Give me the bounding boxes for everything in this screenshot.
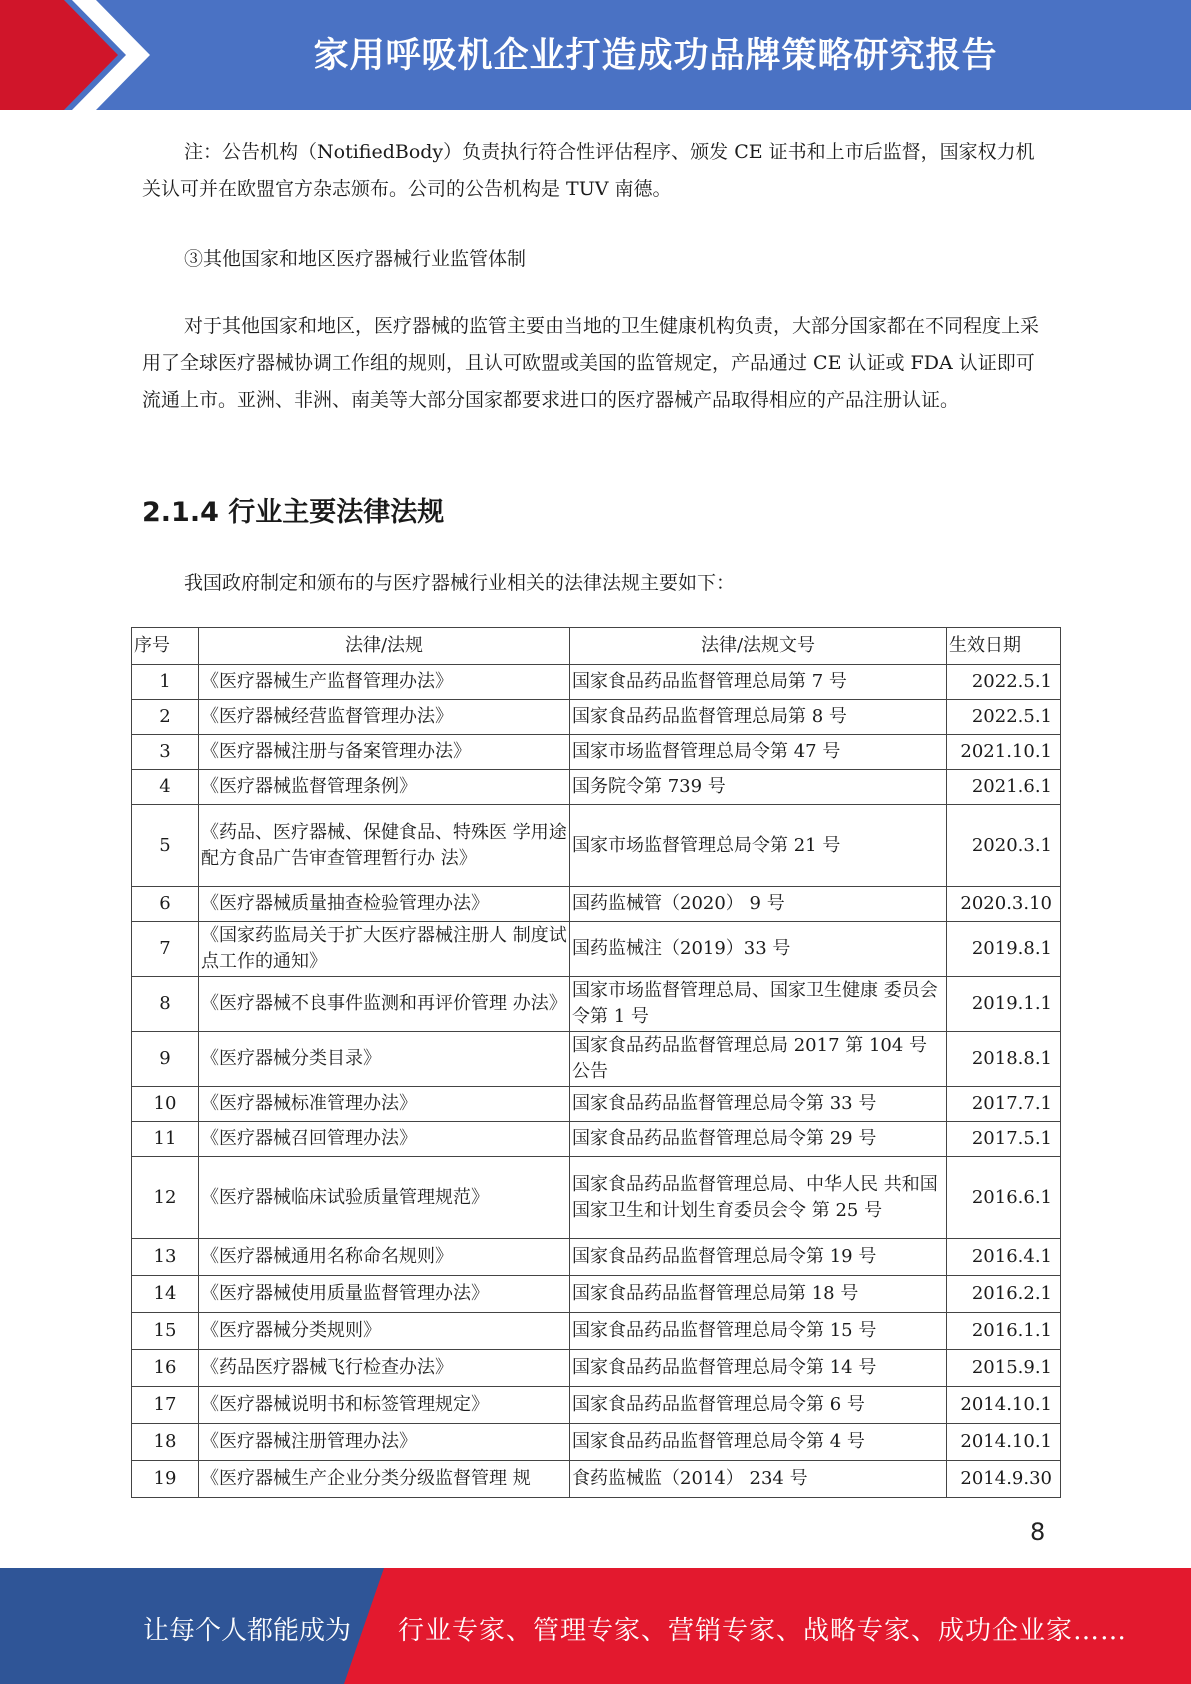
- table-row: [132, 1087, 1061, 1122]
- row-no: 13: [132, 1239, 199, 1276]
- body-paragraph: 对于其他国家和地区，医疗器械的监管主要由当地的卫生健康机构负责，大部分国家都在不同程度上采用了全球医疗器械协调工作组的规则，且认可欧盟或美国的监管规定，产品通过 CE 认证或 FDA 认证即可流通上市。亚洲、非洲、南美等大部分国家都要求进口的医疗器械产品取得相应的产品注册认证。: [142, 315, 1040, 411]
- row-law-name: 《医疗器械标准管理办法》: [199, 1087, 570, 1122]
- row-effective-date: 2020.3.1: [947, 805, 1061, 887]
- row-no: 1: [132, 665, 199, 700]
- row-law-name: 《国家药监局关于扩大医疗器械注册人 制度试点工作的通知》: [199, 922, 570, 977]
- table-row: [132, 770, 1061, 805]
- page-header: [0, 0, 1191, 110]
- row-law-name: 《医疗器械经营监督管理办法》: [199, 700, 570, 735]
- header-name: 法律/法规: [199, 628, 570, 665]
- law-table: [131, 627, 1061, 1498]
- table-row: [132, 1424, 1061, 1461]
- row-no: 7: [132, 922, 199, 977]
- row-doc-number: 国家食品药品监督管理总局令第 19 号: [570, 1239, 947, 1276]
- row-no: 19: [132, 1461, 199, 1498]
- row-doc-number: 国家食品药品监督管理总局令第 33 号: [570, 1087, 947, 1122]
- row-effective-date: 2014.10.1: [947, 1424, 1061, 1461]
- table-row: [132, 1350, 1061, 1387]
- row-doc-number: 国家食品药品监督管理总局、中华人民 共和国国家卫生和计划生育委员会令 第 25 号: [570, 1157, 947, 1239]
- footer-slogan-right: 行业专家、管理专家、营销专家、战略专家、成功企业家……: [398, 1616, 1128, 1646]
- table-row: [132, 735, 1061, 770]
- row-no: 8: [132, 977, 199, 1032]
- table-row: [132, 1239, 1061, 1276]
- row-no: 3: [132, 735, 199, 770]
- table-row: [132, 1387, 1061, 1424]
- table-row: [132, 700, 1061, 735]
- row-doc-number: 国家食品药品监督管理总局令第 14 号: [570, 1350, 947, 1387]
- row-law-name: 《医疗器械注册与备案管理办法》: [199, 735, 570, 770]
- row-doc-number: 国家食品药品监督管理总局第 8 号: [570, 700, 947, 735]
- row-law-name: 《医疗器械不良事件监测和再评价管理 办法》: [199, 977, 570, 1032]
- row-effective-date: 2017.7.1: [947, 1087, 1061, 1122]
- row-doc-number: 国药监械管（2020） 9 号: [570, 887, 947, 922]
- row-law-name: 《医疗器械通用名称命名规则》: [199, 1239, 570, 1276]
- table-row: [132, 1122, 1061, 1157]
- row-no: 17: [132, 1387, 199, 1424]
- row-effective-date: 2019.8.1: [947, 922, 1061, 977]
- row-doc-number: 国家市场监督管理总局令第 21 号: [570, 805, 947, 887]
- row-effective-date: 2021.10.1: [947, 735, 1061, 770]
- row-effective-date: 2021.6.1: [947, 770, 1061, 805]
- row-doc-number: 国务院令第 739 号: [570, 770, 947, 805]
- row-no: 15: [132, 1313, 199, 1350]
- table-row: [132, 805, 1061, 887]
- row-law-name: 《医疗器械分类规则》: [199, 1313, 570, 1350]
- row-law-name: 《医疗器械说明书和标签管理规定》: [199, 1387, 570, 1424]
- table-header-row: [132, 628, 1061, 665]
- row-law-name: 《医疗器械使用质量监督管理办法》: [199, 1276, 570, 1313]
- table-body: [132, 665, 1061, 1498]
- table-row: [132, 977, 1061, 1032]
- row-no: 11: [132, 1122, 199, 1157]
- footer-slogan-left: 让每个人都能成为: [143, 1616, 352, 1646]
- row-effective-date: 2015.9.1: [947, 1350, 1061, 1387]
- table-row: [132, 1157, 1061, 1239]
- row-no: 10: [132, 1087, 199, 1122]
- table-row: [132, 1032, 1061, 1087]
- row-law-name: 《医疗器械临床试验质量管理规范》: [199, 1157, 570, 1239]
- row-doc-number: 国家市场监督管理总局令第 47 号: [570, 735, 947, 770]
- row-effective-date: 2016.2.1: [947, 1276, 1061, 1313]
- note-paragraph: 注：公告机构（NotifiedBody）负责执行符合性评估程序、颁发 CE 证书和上市后监督，国家权力机关认可并在欧盟官方杂志颁布。公司的公告机构是 TUV 南德。: [142, 141, 1035, 200]
- report-title: 家用呼吸机企业打造成功品牌策略研究报告: [313, 36, 998, 76]
- header-date: 生效日期: [947, 628, 1061, 665]
- row-no: 18: [132, 1424, 199, 1461]
- row-doc-number: 国家食品药品监督管理总局 2017 第 104 号公告: [570, 1032, 947, 1087]
- row-effective-date: 2022.5.1: [947, 665, 1061, 700]
- row-effective-date: 2018.8.1: [947, 1032, 1061, 1087]
- row-law-name: 《医疗器械质量抽查检验管理办法》: [199, 887, 570, 922]
- row-effective-date: 2019.1.1: [947, 977, 1061, 1032]
- row-effective-date: 2016.6.1: [947, 1157, 1061, 1239]
- row-no: 4: [132, 770, 199, 805]
- row-no: 12: [132, 1157, 199, 1239]
- row-effective-date: 2014.10.1: [947, 1387, 1061, 1424]
- row-law-name: 《医疗器械召回管理办法》: [199, 1122, 570, 1157]
- row-doc-number: 国家市场监督管理总局、国家卫生健康 委员会令第 1 号: [570, 977, 947, 1032]
- table-row: [132, 665, 1061, 700]
- row-law-name: 《药品、医疗器械、保健食品、特殊医 学用途配方食品广告审查管理暂行办 法》: [199, 805, 570, 887]
- row-law-name: 《医疗器械注册管理办法》: [199, 1424, 570, 1461]
- row-doc-number: 国家食品药品监督管理总局第 18 号: [570, 1276, 947, 1313]
- table-row: [132, 1313, 1061, 1350]
- row-no: 14: [132, 1276, 199, 1313]
- table-row: [132, 887, 1061, 922]
- row-doc-number: 国家食品药品监督管理总局令第 29 号: [570, 1122, 947, 1157]
- table-row: [132, 1461, 1061, 1498]
- row-doc-number: 国家食品药品监督管理总局第 7 号: [570, 665, 947, 700]
- row-effective-date: 2017.5.1: [947, 1122, 1061, 1157]
- intro-paragraph: 我国政府制定和颁布的与医疗器械行业相关的法律法规主要如下：: [184, 572, 736, 594]
- row-doc-number: 国家食品药品监督管理总局令第 6 号: [570, 1387, 947, 1424]
- subsection-title: ③其他国家和地区医疗器械行业监管体制: [184, 248, 527, 270]
- row-law-name: 《药品医疗器械飞行检查办法》: [199, 1350, 570, 1387]
- row-effective-date: 2016.4.1: [947, 1239, 1061, 1276]
- section-heading: 2.1.4 行业主要法律法规: [142, 497, 445, 528]
- row-doc-number: 国家食品药品监督管理总局令第 4 号: [570, 1424, 947, 1461]
- row-no: 16: [132, 1350, 199, 1387]
- header-no: 序号: [132, 628, 199, 665]
- row-law-name: 《医疗器械生产企业分类分级监督管理 规: [199, 1461, 570, 1498]
- row-effective-date: 2016.1.1: [947, 1313, 1061, 1350]
- page-number: 8: [1030, 1518, 1046, 1546]
- row-no: 6: [132, 887, 199, 922]
- row-no: 2: [132, 700, 199, 735]
- row-law-name: 《医疗器械生产监督管理办法》: [199, 665, 570, 700]
- table-row: [132, 922, 1061, 977]
- header-doc: 法律/法规文号: [570, 628, 947, 665]
- row-doc-number: 国药监械注（2019）33 号: [570, 922, 947, 977]
- row-no: 5: [132, 805, 199, 887]
- row-effective-date: 2020.3.10: [947, 887, 1061, 922]
- row-effective-date: 2014.9.30: [947, 1461, 1061, 1498]
- row-doc-number: 食药监械监（2014） 234 号: [570, 1461, 947, 1498]
- row-no: 9: [132, 1032, 199, 1087]
- row-law-name: 《医疗器械监督管理条例》: [199, 770, 570, 805]
- row-doc-number: 国家食品药品监督管理总局令第 15 号: [570, 1313, 947, 1350]
- row-effective-date: 2022.5.1: [947, 700, 1061, 735]
- row-law-name: 《医疗器械分类目录》: [199, 1032, 570, 1087]
- table-row: [132, 1276, 1061, 1313]
- page-footer: [0, 1568, 1191, 1684]
